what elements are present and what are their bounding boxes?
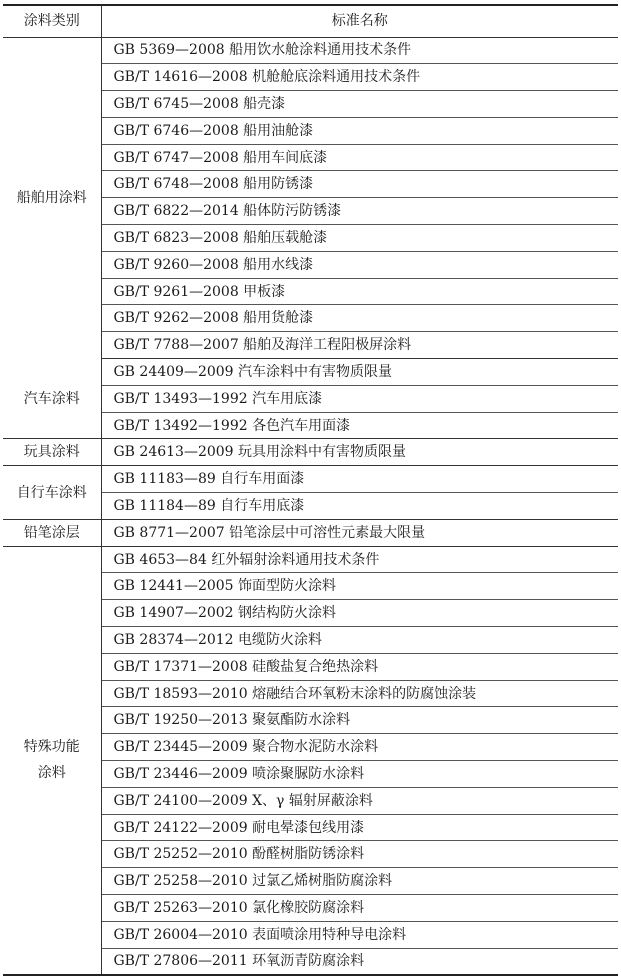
table-row [3, 519, 618, 546]
table-row [3, 359, 618, 386]
standards-table-container [3, 4, 618, 976]
standard-cell: GB 28374—2012 电缆防火涂料 [101, 627, 618, 654]
standard-cell: GB/T 24122—2009 耐电晕漆包线用漆 [101, 814, 618, 841]
standard-cell: GB/T 19250—2013 聚氨酯防水涂料 [101, 707, 618, 734]
table-body [3, 37, 618, 975]
table-row [3, 37, 618, 64]
standard-cell: GB/T 18593—2010 熔融结合环氧粉末涂料的防腐蚀涂装 [101, 680, 618, 707]
standard-cell: GB/T 13492—1992 各色汽车用面漆 [101, 412, 618, 439]
standard-cell: GB/T 14616—2008 机舱舱底涂料通用技术条件 [101, 64, 618, 91]
category-cell: 玩具涂料 [3, 439, 101, 466]
standard-cell: GB/T 6748—2008 船用防锈漆 [101, 171, 618, 198]
category-cell [3, 546, 101, 975]
standard-cell: GB/T 23445—2009 聚合物水泥防水涂料 [101, 734, 618, 761]
standard-cell: GB/T 6823—2008 船舶压载舱漆 [101, 225, 618, 252]
category-cell: 铅笔涂层 [3, 519, 101, 546]
standard-cell: GB 14907—2002 钢结构防火涂料 [101, 600, 618, 627]
header-standard: 标准名称 [101, 5, 618, 37]
standard-cell: GB/T 6747—2008 船用车间底漆 [101, 144, 618, 171]
standard-cell: GB/T 27806—2011 环氧沥青防腐涂料 [101, 948, 618, 975]
standard-cell: GB/T 6746—2008 船用油舱漆 [101, 117, 618, 144]
table-header-row [3, 5, 618, 37]
standard-cell: GB 12441—2005 饰面型防火涂料 [101, 573, 618, 600]
header-category: 涂料类别 [3, 5, 101, 37]
standard-cell: GB/T 17371—2008 硅酸盐复合绝热涂料 [101, 653, 618, 680]
standard-cell: GB 24409—2009 汽车涂料中有害物质限量 [101, 359, 618, 386]
standard-cell: GB/T 25252—2010 酚醛树脂防锈涂料 [101, 841, 618, 868]
standard-cell: GB 8771—2007 铅笔涂层中可溶性元素最大限量 [101, 519, 618, 546]
standard-cell: GB/T 23446—2009 喷涂聚脲防水涂料 [101, 761, 618, 788]
standard-cell: GB 11184—89 自行车用底漆 [101, 493, 618, 520]
table-row [3, 546, 618, 573]
standard-cell: GB/T 6745—2008 船壳漆 [101, 91, 618, 118]
standard-cell: GB/T 9260—2008 船用水线漆 [101, 251, 618, 278]
category-line: 特殊功能 [23, 739, 80, 756]
standard-cell: GB 5369—2008 船用饮水舱涂料通用技术条件 [101, 37, 618, 64]
category-cell: 汽车涂料 [3, 359, 101, 439]
standard-cell: GB 24613—2009 玩具用涂料中有害物质限量 [101, 439, 618, 466]
standard-cell: GB/T 25263—2010 氯化橡胶防腐涂料 [101, 895, 618, 922]
standard-cell: GB/T 6822—2014 船体防污防锈漆 [101, 198, 618, 225]
standard-cell: GB/T 7788—2007 船舶及海洋工程阳极屏涂料 [101, 332, 618, 359]
standard-cell: GB/T 13493—1992 汽车用底漆 [101, 385, 618, 412]
category-cell: 船舶用涂料 [3, 37, 101, 359]
standard-cell: GB 4653—84 红外辐射涂料通用技术条件 [101, 546, 618, 573]
standard-cell: GB 11183—89 自行车用面漆 [101, 466, 618, 493]
standard-cell: GB/T 24100—2009 X、γ 辐射屏蔽涂料 [101, 787, 618, 814]
standard-cell: GB/T 9261—2008 甲板漆 [101, 278, 618, 305]
coating-standards-table [3, 4, 618, 976]
standard-cell: GB/T 25258—2010 过氯乙烯树脂防腐涂料 [101, 868, 618, 895]
category-line: 涂料 [37, 765, 66, 782]
table-row [3, 439, 618, 466]
table-row [3, 466, 618, 493]
category-cell: 自行车涂料 [3, 466, 101, 520]
standard-cell: GB/T 26004—2010 表面喷涂用特种导电涂料 [101, 921, 618, 948]
standard-cell: GB/T 9262—2008 船用货舱漆 [101, 305, 618, 332]
